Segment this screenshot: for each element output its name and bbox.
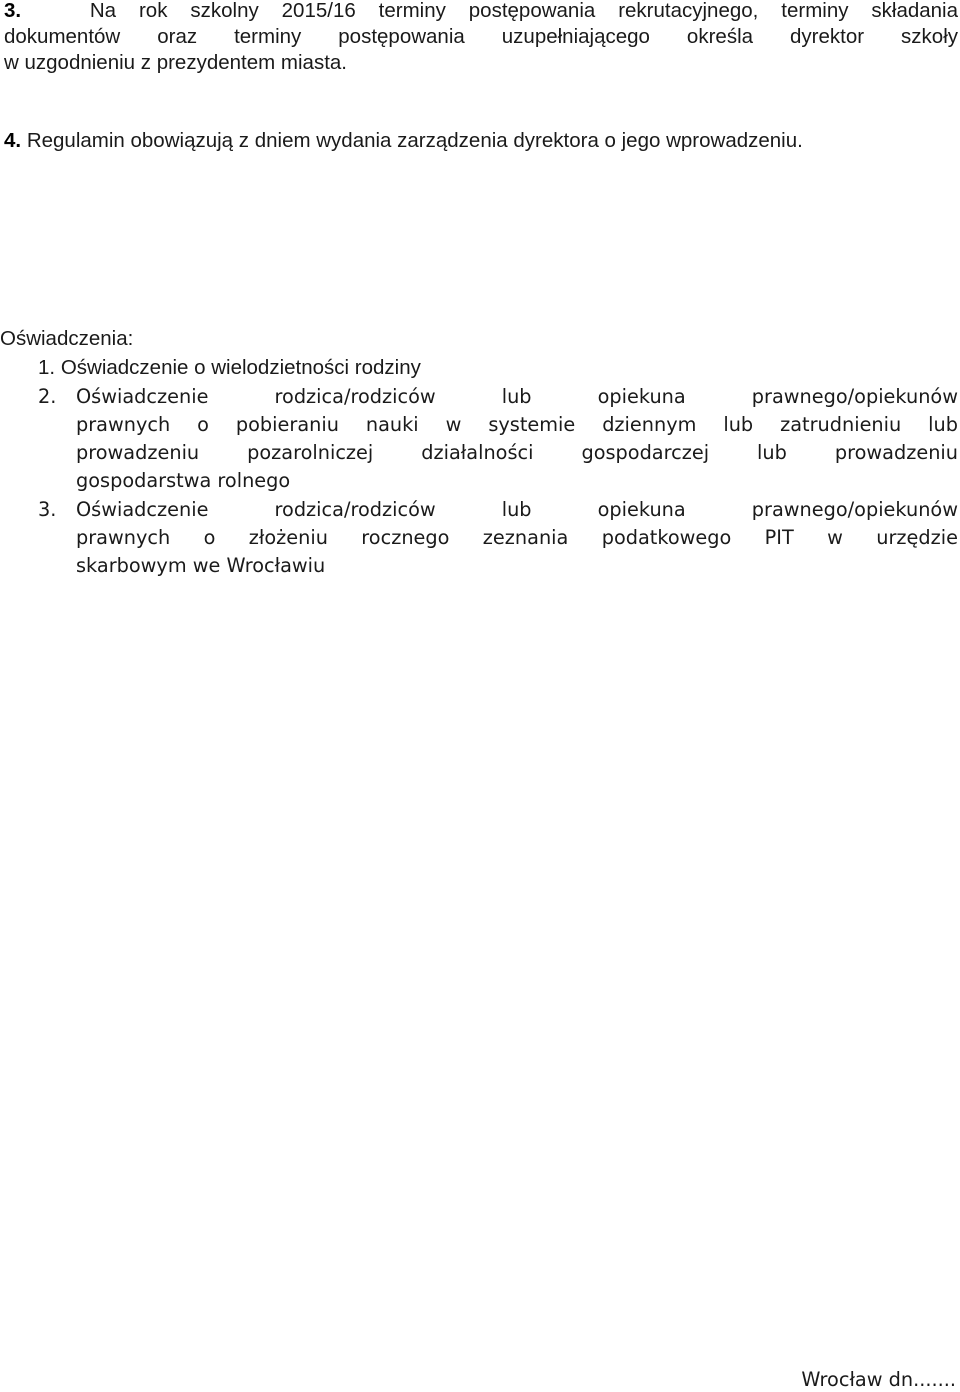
place-date-line: Wrocław dn....... (801, 1368, 956, 1391)
declaration-item-1 (38, 355, 421, 381)
declaration-1-number: 1. (38, 356, 56, 379)
declaration-3-line-1-text: Oświadczenie rodzica/rodziców lub opiekuna prawnego/opiekunów (76, 498, 958, 521)
section-4-number: 4. (4, 129, 22, 152)
section-3-line-2: dokumentów oraz terminy postępowania uzupełniającego określa dyrektor szkoły (4, 25, 958, 48)
section-3-paragraph (4, 0, 958, 76)
section-4-text: Regulamin obowiązują z dniem wydania zarządzenia dyrektora o jego wprowadzeniu. (26, 129, 803, 152)
declaration-3-line-3: skarbowym we Wrocławiu (76, 554, 326, 577)
section-4-paragraph (4, 128, 958, 154)
declaration-2-line-3: prowadzeniu pozarolniczej działalności gospodarczej lub prowadzeniu (76, 441, 958, 464)
declaration-3-line-2: prawnych o złożeniu rocznego zeznania podatkowego PIT w urzędzie (76, 526, 958, 549)
declaration-2-line-1-text: Oświadczenie rodzica/rodziców lub opiekuna prawnego/opiekunów (76, 385, 958, 408)
declaration-3-number: 3. (38, 498, 57, 521)
section-3-number: 3. (4, 0, 22, 22)
declaration-2-number: 2. (38, 385, 57, 408)
section-3-line-1 (4, 0, 958, 24)
declaration-item-3 (38, 496, 958, 580)
declarations-heading: Oświadczenia: (0, 327, 134, 350)
declaration-1-text: Oświadczenie o wielodzietności rodziny (60, 356, 421, 379)
declaration-2-line-1 (38, 383, 958, 411)
declaration-3-line-1 (38, 496, 958, 524)
section-3-line-3: w uzgodnieniu z prezydentem miasta. (4, 51, 347, 74)
declaration-2-line-2: prawnych o pobieraniu nauki w systemie dziennym lub zatrudnieniu lub (76, 413, 958, 436)
section-3-line-1-text: Na rok szkolny 2015/16 terminy postępowania rekrutacyjnego, terminy składania (89, 0, 959, 22)
declaration-item-2 (38, 383, 958, 495)
declaration-2-line-4: gospodarstwa rolnego (76, 469, 291, 492)
